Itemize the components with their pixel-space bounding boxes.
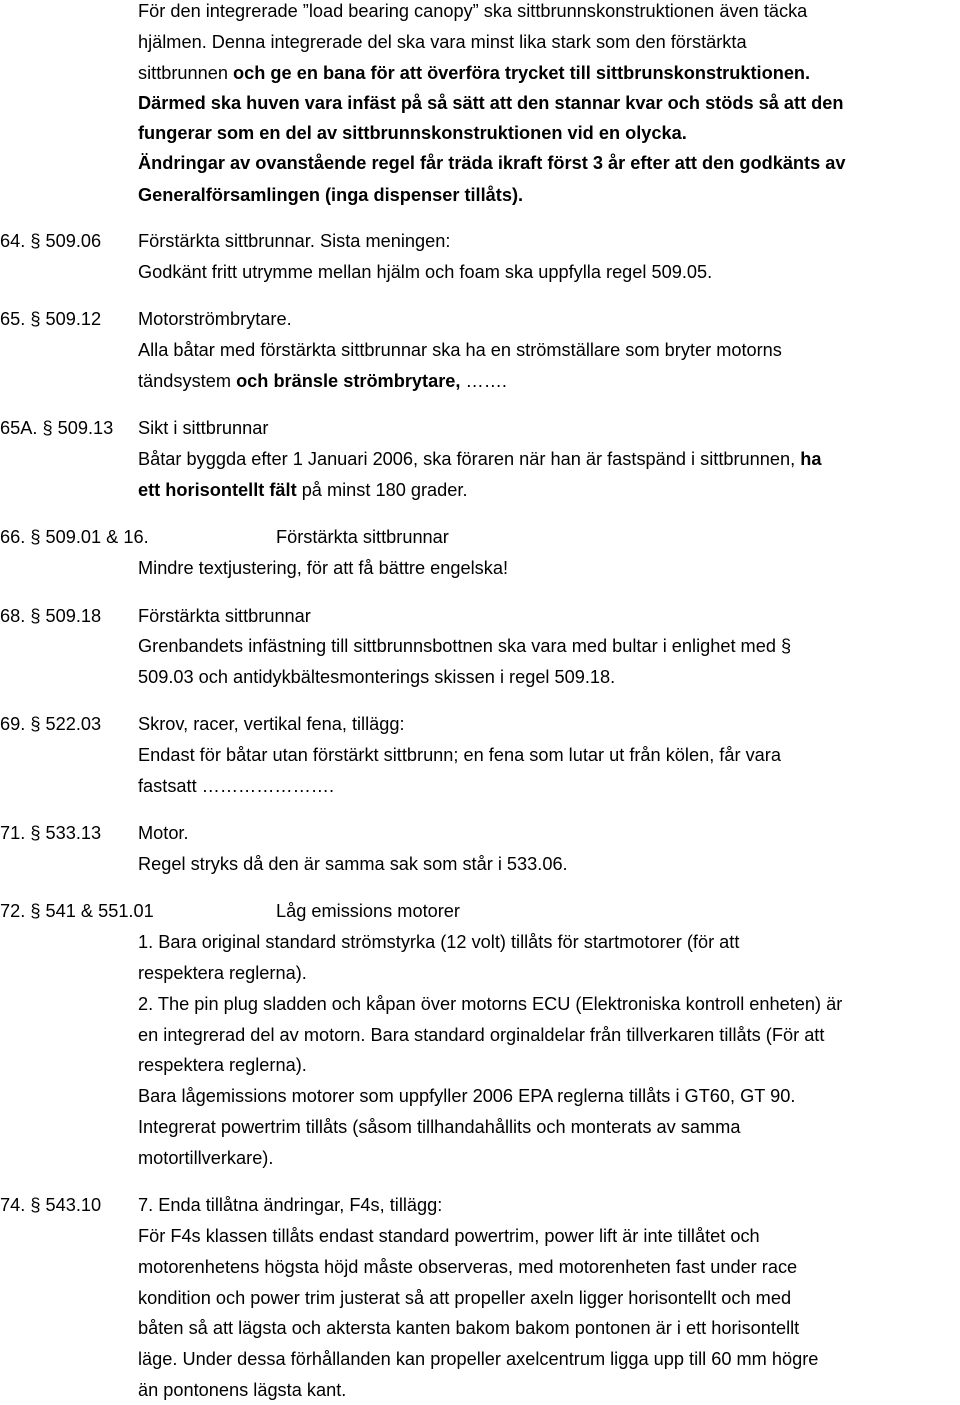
section-64-number: 64. § 509.06 <box>0 231 102 251</box>
section-66-number: 66. § 509.01 & 16. <box>0 527 149 547</box>
intro-line-2: hjälmen. Denna integrerade del ska vara minst lika stark som den förstärkta <box>138 32 747 52</box>
section-65-line-2 <box>138 366 507 396</box>
section-69-number: 69. § 522.03 <box>0 714 102 734</box>
section-72-line-4: en integrerad del av motorn. Bara standard orginaldelar från tillverkaren tillåts (För att <box>138 1025 825 1045</box>
section-74-title: 7. Enda tillåtna ändringar, F4s, tillägg: <box>138 1195 443 1215</box>
section-64-title-text: Förstärkta sittbrunnar. <box>138 231 315 251</box>
section-68-title: Förstärkta sittbrunnar <box>138 606 311 626</box>
section-65-number: 65. § 509.12 <box>0 309 102 329</box>
section-74-number: 74. § 543.10 <box>0 1195 102 1215</box>
intro-line-1: För den integrerade ”load bearing canopy” ska sittbrunnskonstruktionen även täcka <box>138 1 808 21</box>
section-72-line-8: motortillverkare). <box>138 1148 274 1168</box>
section-71-line-1: Regel stryks då den är samma sak som står i 533.06. <box>138 854 568 874</box>
section-74-line-6: än pontonens lägsta kant. <box>138 1380 347 1400</box>
section-72-number: 72. § 541 & 551.01 <box>0 901 154 921</box>
section-72-line-6: Bara lågemissions motorer som uppfyller 2006 EPA reglerna tillåts i GT60, GT 90. <box>138 1086 796 1106</box>
intro-line-7: Generalförsamlingen (inga dispenser tillåts). <box>138 185 524 205</box>
section-65-line-1: Alla båtar med förstärkta sittbrunnar ska ha en strömställare som bryter motorns <box>138 340 782 360</box>
section-65a-line-1 <box>138 444 821 474</box>
section-65a-line-2-plain: på minst 180 grader. <box>296 480 468 500</box>
section-72-line-3: 2. The pin plug sladden och kåpan över motorns ECU (Elektroniska kontroll enheten) är <box>138 994 843 1014</box>
intro-line-5: fungerar som en del av sittbrunnskonstruktionen vid en olycka. <box>138 123 687 143</box>
section-74-line-2: motorenhetens högsta höjd måste observeras, med motorenheten fast under race <box>138 1257 798 1277</box>
section-69-line-2: fastsatt …………………. <box>138 776 335 796</box>
section-64-line-1: Godkänt fritt utrymme mellan hjälm och foam ska uppfylla regel 509.05. <box>138 262 713 282</box>
section-72-line-2: respektera reglerna). <box>138 963 307 983</box>
section-65a-line-1-plain: Båtar byggda efter 1 Januari 2006, ska föraren när han är fastspänd i sittbrunnen, <box>138 449 801 469</box>
section-74-line-4: båten så att lägsta och aktersta kanten bakom bakom pontonen är i ett horisontellt <box>138 1318 800 1338</box>
section-72-line-7: Integrerat powertrim tillåts (såsom tillhandahållits och monterats av samma <box>138 1117 741 1137</box>
intro-line-3 <box>138 58 810 88</box>
section-72-line-1: 1. Bara original standard strömstyrka (12 volt) tillåts för startmotorer (för att <box>138 932 740 952</box>
section-74-line-1: För F4s klassen tillåts endast standard powertrim, power lift är inte tillåtet och <box>138 1226 760 1246</box>
section-72-title: Låg emissions motorer <box>276 901 460 921</box>
section-68-line-1: Grenbandets infästning till sittbrunnsbottnen ska vara med bultar i enlighet med § <box>138 636 792 656</box>
section-71-title: Motor. <box>138 823 189 843</box>
section-65-line-2-ellipsis: ……. <box>465 371 507 391</box>
section-74-line-5: läge. Under dessa förhållanden kan propeller axelcentrum ligga upp till 60 mm högre <box>138 1349 819 1369</box>
section-64-title-suffix: Sista meningen: <box>314 231 451 251</box>
section-68-number: 68. § 509.18 <box>0 606 102 626</box>
section-69-line-1: Endast för båtar utan förstärkt sittbrunn; en fena som lutar ut från kölen, får vara <box>138 745 781 765</box>
section-65-line-2-plain: tändsystem <box>138 371 237 391</box>
section-65a-title: Sikt i sittbrunnar <box>138 418 269 438</box>
intro-line-3-plain: sittbrunnen <box>138 63 234 83</box>
section-65a-line-1-bold: ha <box>800 449 822 469</box>
section-65a-line-2-bold: ett horisontellt fält <box>138 480 297 500</box>
section-65a-number: 65A. § 509.13 <box>0 418 114 438</box>
section-66-line-1: Mindre textjustering, för att få bättre engelska! <box>138 558 509 578</box>
section-64-title <box>138 226 450 256</box>
intro-line-3-bold: och ge en bana för att överföra trycket till sittbrunskonstruktionen. <box>233 63 811 83</box>
section-74-line-3: kondition och power trim justerat så att propeller axeln ligger horisontellt och med <box>138 1288 792 1308</box>
section-66-title: Förstärkta sittbrunnar <box>276 527 449 547</box>
section-68-line-2: 509.03 och antidykbältesmonterings skissen i regel 509.18. <box>138 667 616 687</box>
intro-line-6: Ändringar av ovanstående regel får träda ikraft först 3 år efter att den godkänts av <box>138 153 846 173</box>
intro-line-4: Därmed ska huven vara infäst på så sätt att den stannar kvar och stöds så att den <box>138 93 844 113</box>
section-65-title: Motorströmbrytare. <box>138 309 292 329</box>
section-71-number: 71. § 533.13 <box>0 823 102 843</box>
section-65-line-2-bold: och bränsle strömbrytare, <box>236 371 466 391</box>
section-69-title: Skrov, racer, vertikal fena, tillägg: <box>138 714 405 734</box>
section-65a-line-2 <box>138 475 468 505</box>
section-72-line-5: respektera reglerna). <box>138 1055 307 1075</box>
